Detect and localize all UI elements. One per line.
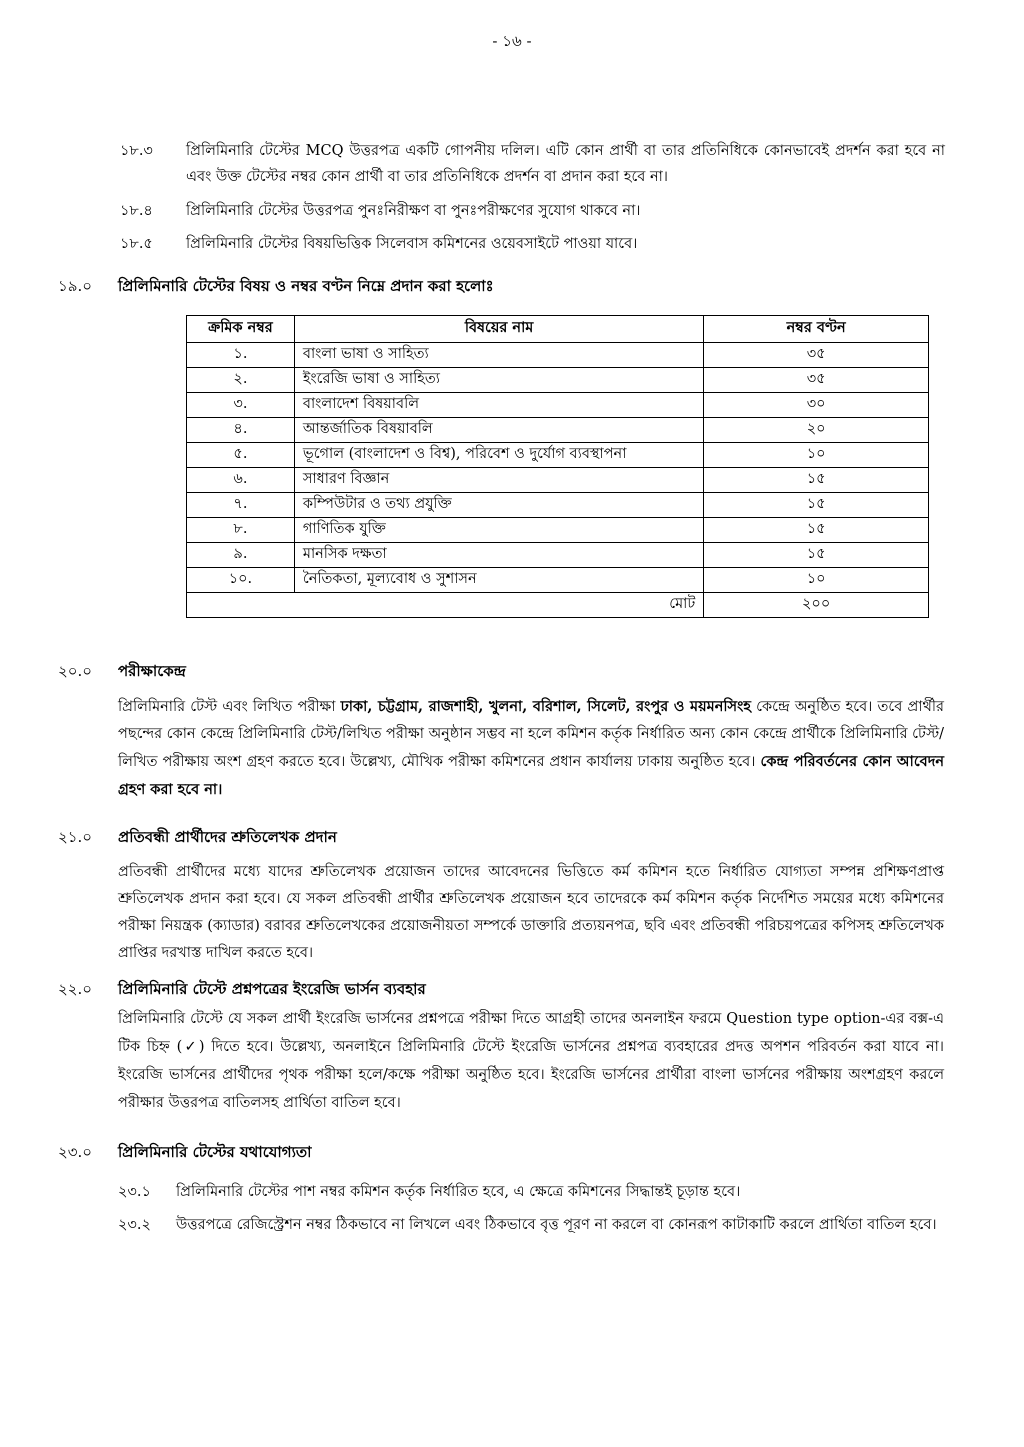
page-number: - ১৬ -: [492, 32, 532, 50]
subsection-number: ১৮.৩: [120, 143, 153, 159]
column-header-serial: ক্রমিক নম্বর: [187, 316, 295, 343]
subsection-23-2: [118, 1212, 943, 1238]
marks-cell: ২০: [704, 418, 929, 443]
section-22-heading: [58, 978, 948, 1003]
centre-change-notice: কেন্দ্র পরিবর্তনের কোন আবেদন গ্রহণ করা হবে না।: [118, 753, 944, 798]
column-header-subject: বিষয়ের নাম: [294, 316, 703, 343]
table-row: [187, 393, 929, 418]
body-text: প্রিলিমিনারি টেস্ট এবং লিখিত পরীক্ষা: [118, 699, 341, 715]
marks-cell: ১৫: [704, 543, 929, 568]
subject-cell: বাংলাদেশ বিষয়াবলি: [294, 393, 703, 418]
marks-cell: ৩৫: [704, 343, 929, 368]
subsection-text: প্রিলিমিনারি টেস্টের পাশ নম্বর কমিশন কর্তৃক নির্ধারিত হবে, এ ক্ষেত্রে কমিশনের সিদ্ধান্তই চূড়ান্ত হবে।: [176, 1184, 741, 1200]
subject-cell: সাধারণ বিজ্ঞান: [294, 468, 703, 493]
serial-cell: ১০.: [187, 568, 295, 593]
serial-cell: ৩.: [187, 393, 295, 418]
table-row: [187, 443, 929, 468]
table-row: [187, 543, 929, 568]
subsection-23-1: [118, 1179, 943, 1205]
section-number: ২২.০: [58, 980, 93, 998]
serial-cell: ৫.: [187, 443, 295, 468]
subsection-18-3: [120, 138, 945, 190]
subject-cell: বাংলা ভাষা ও সাহিত্য: [294, 343, 703, 368]
section-23-heading: [58, 1141, 948, 1166]
subsection-18-4: [120, 198, 945, 224]
total-value: ২০০: [704, 593, 929, 618]
column-header-marks: নম্বর বণ্টন: [704, 316, 929, 343]
subsection-text: প্রিলিমিনারি টেস্টের বিষয়ভিত্তিক সিলেবাস কমিশনের ওয়েবসাইটে পাওয়া যাবে।: [186, 236, 638, 252]
subsection-text: প্রিলিমিনারি টেস্টের উত্তরপত্র পুনঃনিরীক্ষণ বা পুনঃপরীক্ষণের সুযোগ থাকবে না।: [186, 203, 641, 219]
section-22-body: প্রিলিমিনারি টেস্টে যে সকল প্রার্থী ইংরেজি ভার্সনের প্রশ্নপত্রে পরীক্ষা দিতে আগ্রহী তাদের অনলাইন ফরমে Question type option-এর বক্স-এ টিক চিহ্ন (✓) দিতে হবে। উল্লেখ্য, অনলাইনে প্রিলিমিনারি টেস্টে ইংরেজি ভার্সনের প্রশ্নপত্র ব্যবহারের প্রদত্ত অপশন পরিবর্তন করা যাবে না। ইংরেজি ভার্সনের প্রার্থীদের পৃথক পরীক্ষা হলে/কক্ষে পরীক্ষা অনুষ্ঠিত হবে। ইংরেজি ভার্সনের প্রার্থীরা বাংলা ভার্সনের পরীক্ষায় অংশগ্রহণ করলে পরীক্ষার উত্তরপত্র বাতিলসহ প্রার্থিতা বাতিল হবে।: [118, 1011, 944, 1111]
table-row: [187, 418, 929, 443]
marks-cell: ১৫: [704, 468, 929, 493]
section-number: ১৯.০: [58, 277, 92, 295]
table-row: [187, 568, 929, 593]
section-number: ২০.০: [58, 662, 93, 680]
subsection-number: ১৮.৪: [120, 203, 153, 219]
subsection-number: ২৩.১: [118, 1184, 151, 1200]
subsection-number: ১৮.৫: [120, 236, 153, 252]
marks-distribution-table: [186, 315, 929, 618]
table-total-row: [187, 593, 929, 618]
section-title: প্রিলিমিনারি টেস্টের বিষয় ও নম্বর বণ্টন নিম্নে প্রদান করা হলোঃ: [118, 277, 494, 295]
section-title: প্রিলিমিনারি টেস্টের যথাযোগ্যতা: [118, 1143, 312, 1161]
marks-cell: ১০: [704, 443, 929, 468]
marks-cell: ৩০: [704, 393, 929, 418]
table-header-row: [187, 316, 929, 343]
serial-cell: ২.: [187, 368, 295, 393]
table-row: [187, 493, 929, 518]
section-number: ২৩.০: [58, 1143, 93, 1161]
table-row: [187, 368, 929, 393]
serial-cell: ৯.: [187, 543, 295, 568]
exam-centres: ঢাকা, চট্টগ্রাম, রাজশাহী, খুলনা, বরিশাল, সিলেট, রংপুর ও ময়মনসিংহ: [340, 698, 751, 715]
serial-cell: ১.: [187, 343, 295, 368]
serial-cell: ৮.: [187, 518, 295, 543]
subsection-text: প্রিলিমিনারি টেস্টের MCQ উত্তরপত্র একটি গোপনীয় দলিল। এটি কোন প্রার্থী বা তার প্রতিনিধিকে কোনভাবেই প্রদর্শন করা হবে না এবং উক্ত টেস্টের নম্বর কোন প্রার্থী বা তার প্রতিনিধিকে প্রদর্শন বা প্রদান করা হবে না।: [186, 143, 945, 185]
subsection-text: উত্তরপত্রে রেজিস্ট্রেশন নম্বর ঠিকভাবে না লিখলে এবং ঠিকভাবে বৃত্ত পূরণ না করলে বা কোনরূপ কাটাকাটি করলে প্রার্থিতা বাতিল হবে।: [176, 1217, 937, 1233]
marks-cell: ১৫: [704, 493, 929, 518]
marks-cell: ১০: [704, 568, 929, 593]
section-20-heading: [58, 660, 948, 685]
table-row: [187, 518, 929, 543]
subject-cell: কম্পিউটার ও তথ্য প্রযুক্তি: [294, 493, 703, 518]
subject-cell: গাণিতিক যুক্তি: [294, 518, 703, 543]
total-label: মোট: [187, 593, 704, 618]
serial-cell: ৪.: [187, 418, 295, 443]
marks-cell: ৩৫: [704, 368, 929, 393]
section-21-body: প্রতিবন্ধী প্রার্থীদের মধ্যে যাদের শ্রুতিলেখক প্রয়োজন তাদের আবেদনের ভিত্তিতে কর্ম কমিশন হতে নির্ধারিত যোগ্যতা সম্পন্ন প্রশিক্ষণপ্রাপ্ত শ্রুতিলেখক প্রদান করা হবে। যে সকল প্রতিবন্ধী প্রার্থীর শ্রুতিলেখক প্রয়োজন হবে তাদেরকে কর্ম কমিশন কর্তৃক নির্দেশিত সময়ের মধ্যে কমিশনের পরীক্ষা নিয়ন্ত্রক (ক্যাডার) বরাবর শ্রুতিলেখকের প্রয়োজনীয়তা সম্পর্কে ডাক্তারি প্রত্যয়নপত্র, ছবি এবং প্রতিবন্ধী পরিচয়পত্রের কপিসহ শ্রুতিলেখক প্রাপ্তির দরখাস্ত দাখিল করতে হবে।: [118, 864, 944, 961]
subject-cell: নৈতিকতা, মূল্যবোধ ও সুশাসন: [294, 568, 703, 593]
serial-cell: ৬.: [187, 468, 295, 493]
subject-cell: মানসিক দক্ষতা: [294, 543, 703, 568]
section-number: ২১.০: [58, 828, 93, 846]
section-19-heading: [58, 275, 948, 300]
subject-cell: আন্তর্জাতিক বিষয়াবলি: [294, 418, 703, 443]
serial-cell: ৭.: [187, 493, 295, 518]
section-title: প্রতিবন্ধী প্রার্থীদের শ্রুতিলেখক প্রদান: [118, 828, 337, 846]
section-title: প্রিলিমিনারি টেস্টে প্রশ্নপত্রের ইংরেজি ভার্সন ব্যবহার: [118, 980, 426, 998]
section-title: পরীক্ষাকেন্দ্র: [118, 662, 186, 680]
table-row: [187, 468, 929, 493]
table-row: [187, 343, 929, 368]
subsection-number: ২৩.২: [118, 1217, 151, 1233]
section-21-heading: [58, 826, 948, 851]
marks-cell: ১৫: [704, 518, 929, 543]
subject-cell: ভূগোল (বাংলাদেশ ও বিশ্ব), পরিবেশ ও দুর্যোগ ব্যবস্থাপনা: [294, 443, 703, 468]
subject-cell: ইংরেজি ভাষা ও সাহিত্য: [294, 368, 703, 393]
body-text: কেন্দ্রে অনুষ্ঠিত হবে। তবে প্রার্থীর পছন্দের কোন কেন্দ্রে প্রিলিমিনারি টেস্ট/লিখিত পরীক্ষা অনুষ্ঠান সম্ভব না হলে কমিশন কর্তৃক নির্ধারিত অন্য কোন কেন্দ্রে প্রার্থীকে প্রিলিমিনারি টেস্ট/লিখিত পরীক্ষায় অংশ গ্রহণ করতে হবে। উল্লেখ্য, মৌখিক পরীক্ষা কমিশনের প্রধান কার্যালয় ঢাকায় অনুষ্ঠিত হবে।: [118, 699, 944, 770]
section-20-body: [118, 693, 944, 804]
subsection-18-5: [120, 231, 945, 257]
